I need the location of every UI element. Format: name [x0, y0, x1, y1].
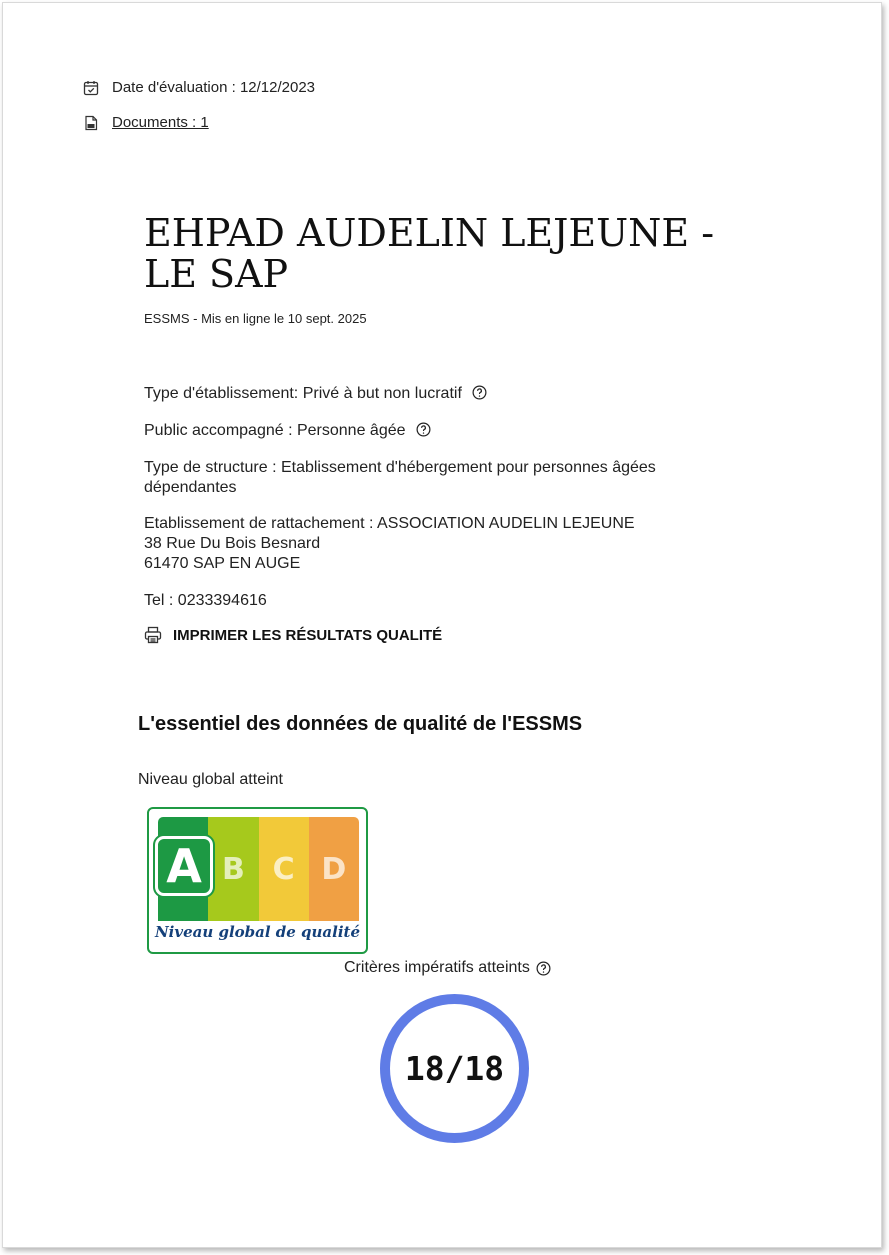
printer-icon: [144, 626, 162, 644]
quality-section-title: L'essentiel des données de qualité de l'ESSMS: [138, 713, 583, 735]
grade-band-c: C: [259, 817, 309, 921]
selected-grade: A: [155, 836, 213, 896]
establishment-type-text: Type d'établissement: Privé à but non lucratif: [144, 385, 462, 402]
global-level-label: Niveau global atteint: [138, 771, 283, 788]
question-circle-icon[interactable]: [416, 422, 431, 437]
criteria-score: 18/18: [404, 1049, 505, 1088]
attachment-establishment: Etablissement de rattachement : ASSOCIATION AUDELIN LEJEUNE: [144, 515, 635, 532]
grade-band-d: D: [309, 817, 359, 921]
establishment-title: EHPAD AUDELIN LEJEUNE - LE SAP: [144, 211, 715, 296]
public-accompanied: [144, 421, 744, 441]
address-line-1: 38 Rue Du Bois Besnard: [144, 535, 321, 552]
structure-type: Type de structure : Etablissement d'hébergement pour personnes âgées dépendantes: [144, 459, 656, 496]
print-results-label: IMPRIMER LES RÉSULTATS QUALITÉ: [173, 626, 443, 644]
address-line-2: 61470 SAP EN AUGE: [144, 555, 301, 572]
documents-link[interactable]: Documents : 1: [112, 114, 209, 131]
print-results-button[interactable]: [144, 626, 442, 644]
documents-row: [83, 114, 209, 131]
evaluation-date: [83, 79, 315, 96]
establishment-type: [144, 384, 744, 404]
badge-caption: Niveau global de qualité: [154, 923, 361, 941]
evaluation-date-text: Date d'évaluation : 12/12/2023: [112, 79, 316, 96]
public-accompanied-text: Public accompagné : Personne âgée: [144, 422, 406, 439]
question-circle-icon[interactable]: [536, 961, 551, 976]
phone: Tel : 0233394616: [144, 592, 267, 609]
establishment-subtitle: ESSMS - Mis en ligne le 10 sept. 2025: [144, 311, 367, 326]
calendar-icon: [83, 80, 99, 96]
pdf-file-icon: [83, 115, 99, 131]
quality-grade-badge: [147, 807, 368, 954]
criteria-label: [344, 959, 551, 977]
page-frame: [2, 2, 882, 1248]
grade-band-b: B: [208, 817, 258, 921]
attachment-block: [144, 514, 744, 574]
criteria-label-text: Critères impératifs atteints: [344, 959, 530, 976]
criteria-score-ring: [380, 994, 529, 1143]
question-circle-icon[interactable]: [472, 385, 487, 400]
